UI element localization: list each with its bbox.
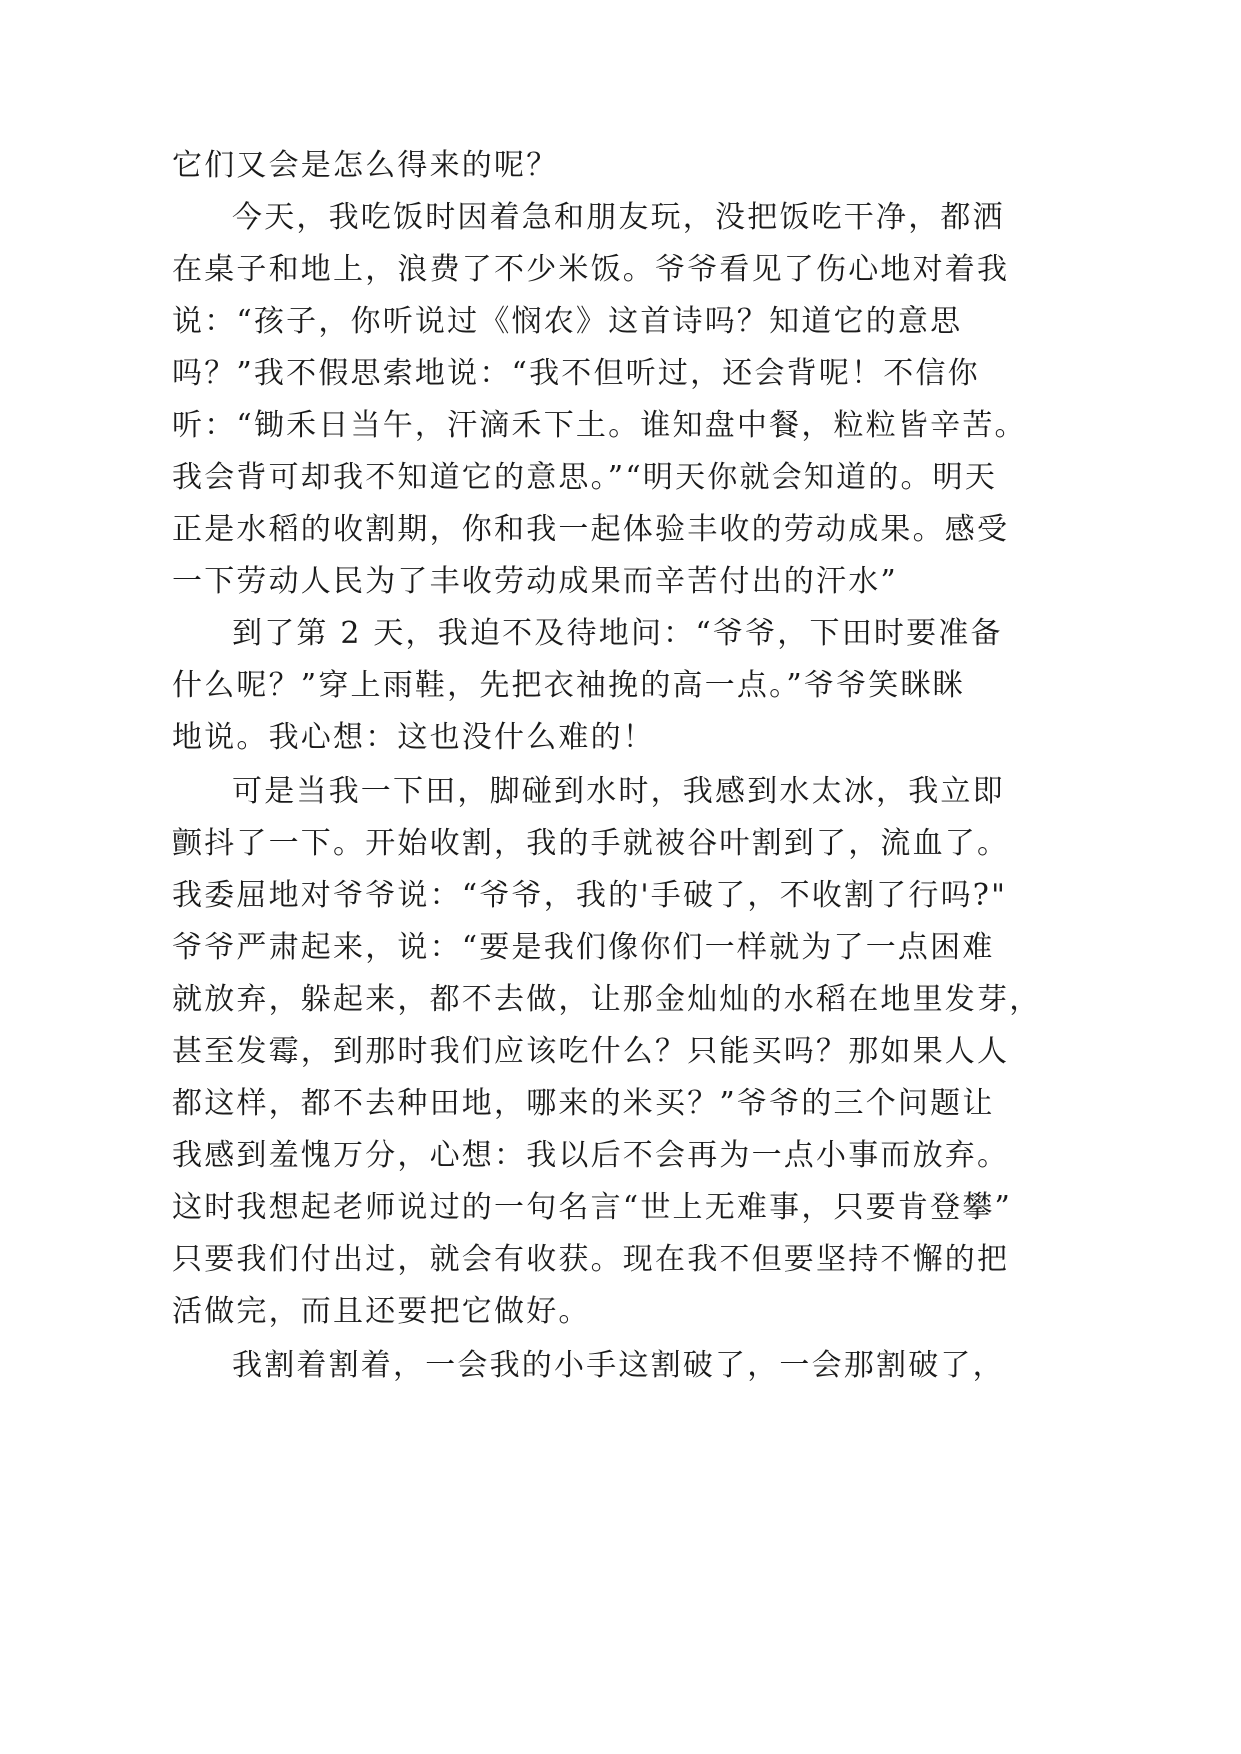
text-line: 都这样，都不去种田地，哪来的米买？”爷爷的三个问题让 (172, 1086, 995, 1121)
text-line: 就放弃，躲起来，都不去做，让那金灿灿的水稻在地里发芽， (172, 982, 1042, 1017)
text-line: 什么呢？”穿上雨鞋，先把衣袖挽的高一点。”爷爷笑眯眯 (172, 668, 965, 703)
text-line: 甚至发霉，到那时我们应该吃什么？只能买吗？那如果人人 (172, 1034, 1010, 1069)
text-line: 到了第 2 天，我迫不及待地问：“爷爷，下田时要准备 (232, 616, 1003, 651)
text-line: 我割着割着，一会我的小手这割破了，一会那割破了， (232, 1348, 1005, 1383)
text-line: 地说。我心想：这也没什么难的！ (172, 720, 655, 755)
text-line: 今天，我吃饭时因着急和朋友玩，没把饭吃干净，都洒 (232, 200, 1005, 235)
text-line: 在桌子和地上，浪费了不少米饭。爷爷看见了伤心地对着我 (172, 252, 1010, 287)
text-line: 一下劳动人民为了丰收劳动成果而辛苦付出的汗水” (172, 564, 898, 599)
text-line: 它们又会是怎么得来的呢？ (172, 148, 559, 183)
text-line: 颤抖了一下。开始收割，我的手就被谷叶割到了，流血了。 (172, 826, 1010, 861)
text-line: 我委屈地对爷爷说：“爷爷，我的'手破了，不收割了行吗?" (172, 878, 1008, 913)
text-line: 听：“锄禾日当午，汗滴禾下土。谁知盘中餐，粒粒皆辛苦。 (172, 408, 1027, 443)
text-line: 我会背可却我不知道它的意思。”“明天你就会知道的。明天 (172, 460, 998, 495)
text-line: 只要我们付出过，就会有收获。现在我不但要坚持不懈的把 (172, 1242, 1010, 1277)
text-line: 这时我想起老师说过的一句名言“世上无难事，只要肯登攀” (172, 1190, 1013, 1225)
text-line: 说：“孩子，你听说过《悯农》这首诗吗？知道它的意思 (172, 304, 963, 339)
text-line: 我感到羞愧万分，心想：我以后不会再为一点小事而放弃。 (172, 1138, 1010, 1173)
text-line: 爷爷严肃起来，说：“要是我们像你们一样就为了一点困难 (172, 930, 995, 965)
text-line: 吗？”我不假思索地说：“我不但听过，还会背呢！不信你 (172, 356, 980, 391)
text-line: 可是当我一下田，脚碰到水时，我感到水太冰，我立即 (232, 774, 1005, 809)
text-line: 正是水稻的收割期，你和我一起体验丰收的劳动成果。感受 (172, 512, 1010, 547)
text-line: 活做完，而且还要把它做好。 (172, 1294, 591, 1329)
